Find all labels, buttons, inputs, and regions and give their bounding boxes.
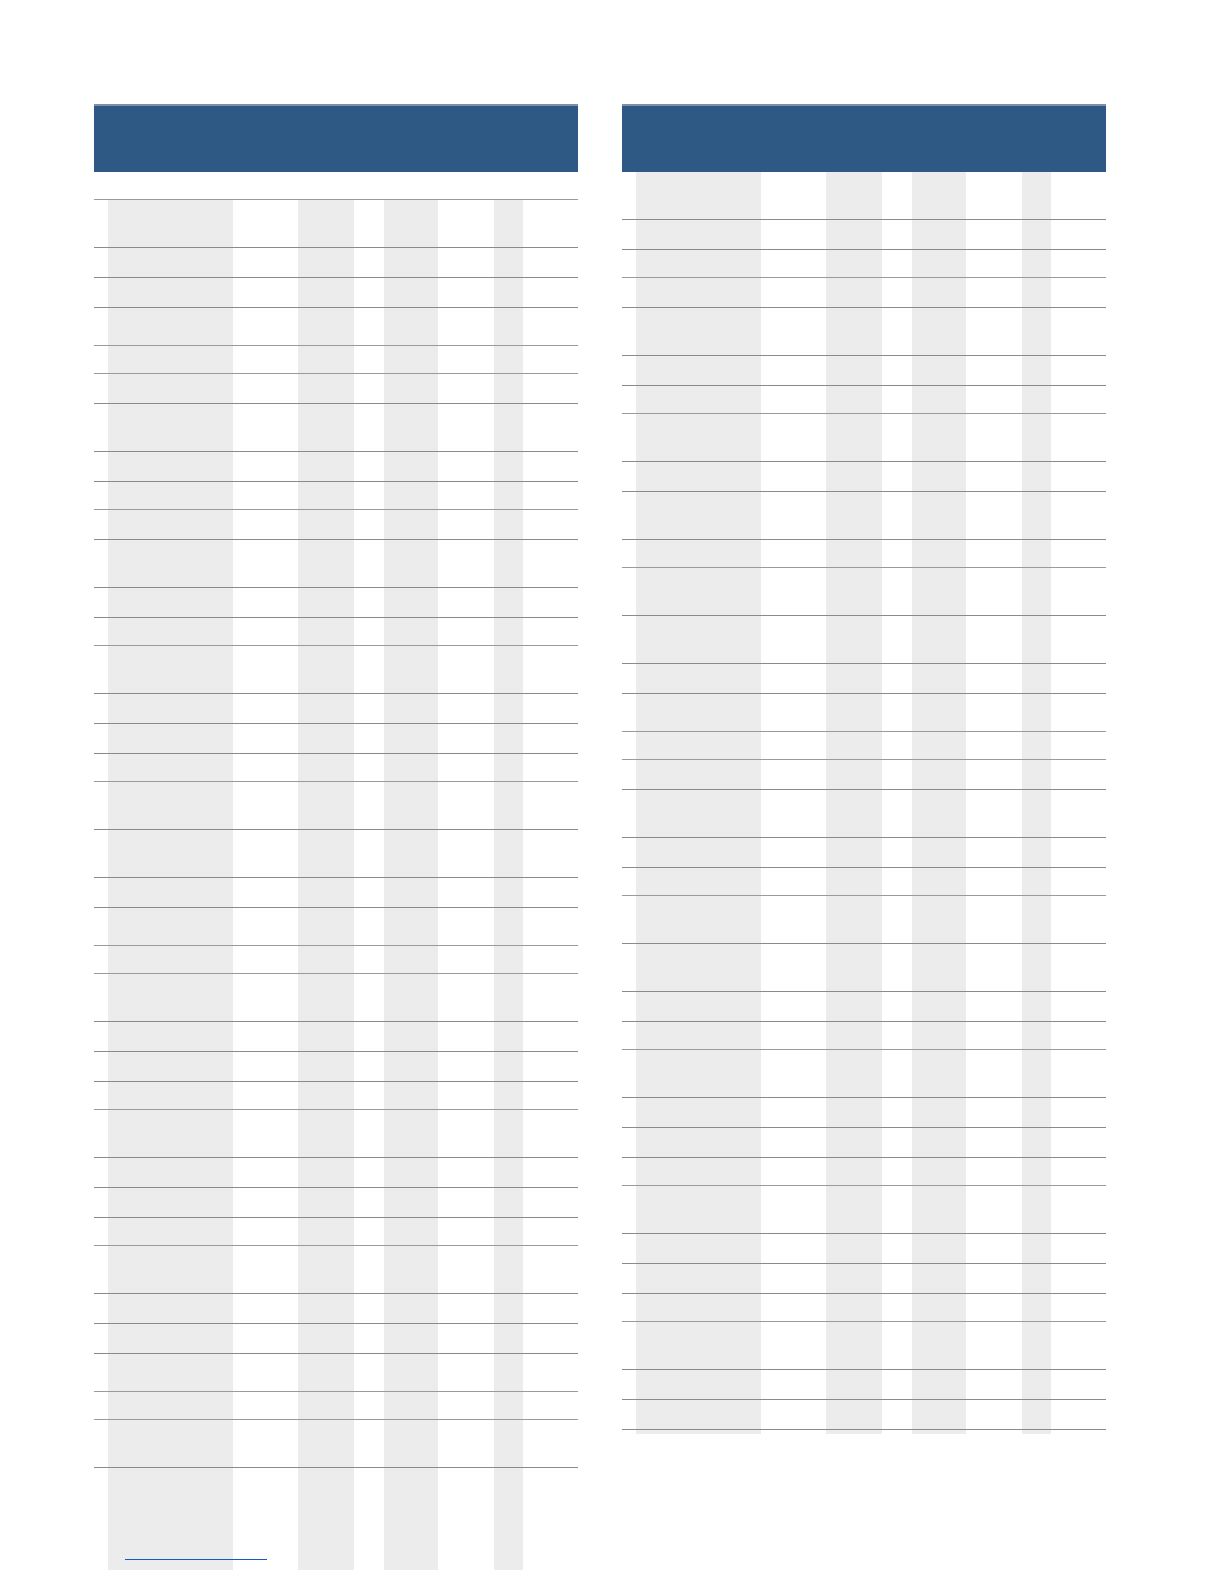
right-table-row-data [622, 1050, 1106, 1098]
left-table-row-section [94, 1392, 578, 1420]
right-table-row-data [622, 1322, 1106, 1370]
left-table-row-section [94, 754, 578, 782]
left-table-row-section [94, 946, 578, 974]
left-table-row-data [94, 694, 578, 724]
left-table-row-data [94, 830, 578, 878]
right-table-row-data [622, 414, 1106, 462]
left-table-row-data [94, 1022, 578, 1052]
left-table-row-section [94, 482, 578, 510]
right-table-row-data [622, 172, 1106, 220]
right-table-row-section [622, 732, 1106, 760]
left-table-row-section [94, 346, 578, 374]
left-table-row-section [94, 618, 578, 646]
left-table-row-data [94, 374, 578, 404]
left-table-row-data [94, 278, 578, 308]
right-table-row-data [622, 760, 1106, 790]
left-table-row-data [94, 1158, 578, 1188]
right-table-row-data [622, 1400, 1106, 1430]
left-table-row-data [94, 404, 578, 452]
right-table-row-data [622, 664, 1106, 694]
left-table-row-data [94, 510, 578, 540]
left-table-row-data [94, 1110, 578, 1158]
right-table-row-data [622, 462, 1106, 492]
right-table-row-data [622, 896, 1106, 944]
left-table [94, 104, 578, 1468]
right-table-header [622, 104, 1106, 172]
right-table-row-data [622, 616, 1106, 664]
right-table-row-data [622, 1098, 1106, 1128]
right-table-row-data [622, 568, 1106, 616]
left-table-row-section [94, 172, 578, 200]
left-table-row-data [94, 1294, 578, 1324]
left-table-header [94, 104, 578, 172]
right-table-row-data [622, 944, 1106, 992]
right-table [622, 104, 1106, 1430]
left-table-row-section [94, 1218, 578, 1246]
right-table-row-data [622, 1186, 1106, 1234]
left-table-row-data [94, 782, 578, 830]
right-table-row-data [622, 220, 1106, 250]
footer-link[interactable] [125, 1557, 267, 1560]
right-table-row-section [622, 1158, 1106, 1186]
left-table-row-data [94, 588, 578, 618]
right-table-row-section [622, 540, 1106, 568]
left-table-row-data [94, 724, 578, 754]
left-table-row-section [94, 308, 578, 346]
left-table-row-section [94, 1354, 578, 1392]
left-table-row-data [94, 1324, 578, 1354]
right-table-row-data [622, 308, 1106, 356]
right-table-row-data [622, 1370, 1106, 1400]
left-table-body [94, 172, 578, 1468]
right-table-row-data [622, 992, 1106, 1022]
right-table-row-data [622, 1234, 1106, 1264]
left-table-row-section [94, 1082, 578, 1110]
right-table-row-data [622, 356, 1106, 386]
left-table-row-data [94, 540, 578, 588]
right-table-row-data [622, 1128, 1106, 1158]
right-table-row-data [622, 790, 1106, 838]
left-table-row-data [94, 974, 578, 1022]
left-table-row-section [94, 908, 578, 946]
left-table-row-data [94, 1420, 578, 1468]
right-table-row-data [622, 838, 1106, 868]
right-table-row-section [622, 868, 1106, 896]
right-table-row-data [622, 492, 1106, 540]
right-table-row-section [622, 694, 1106, 732]
left-table-row-data [94, 200, 578, 248]
right-table-body [622, 172, 1106, 1430]
right-table-row-data [622, 1264, 1106, 1294]
right-table-row-section [622, 386, 1106, 414]
right-table-row-data [622, 278, 1106, 308]
left-table-row-data [94, 1188, 578, 1218]
right-table-row-section [622, 1294, 1106, 1322]
left-table-row-data [94, 1246, 578, 1294]
right-table-row-section [622, 250, 1106, 278]
left-table-row-data [94, 878, 578, 908]
left-table-row-data [94, 452, 578, 482]
left-table-row-data [94, 1052, 578, 1082]
left-table-row-data [94, 248, 578, 278]
left-table-row-data [94, 646, 578, 694]
right-table-row-section [622, 1022, 1106, 1050]
